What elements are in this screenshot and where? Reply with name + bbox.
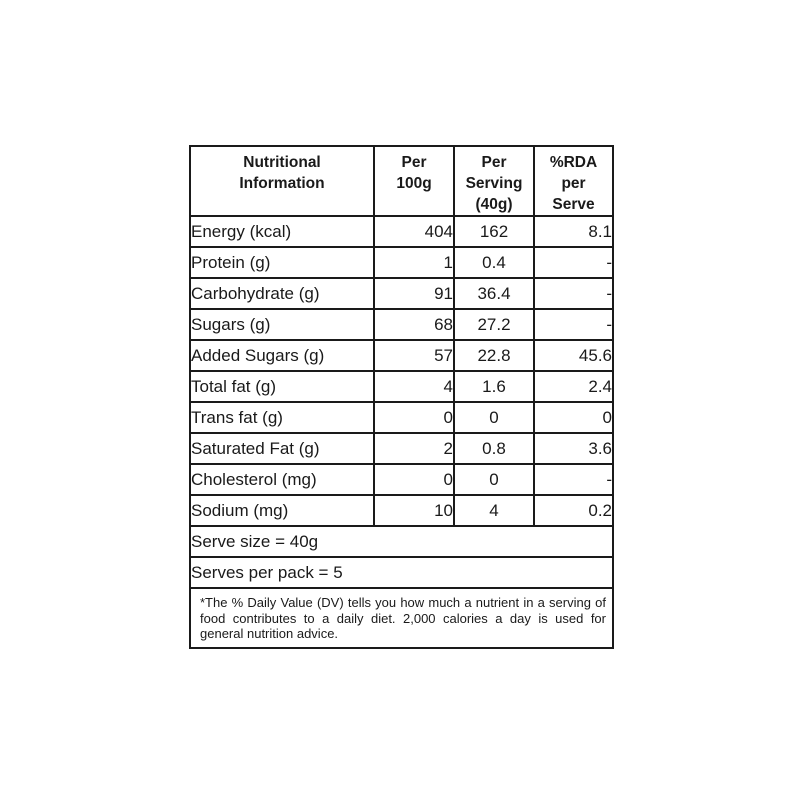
value-per-serving: 22.8 (454, 340, 534, 371)
value-rda: - (534, 247, 613, 278)
value-per-serving: 36.4 (454, 278, 534, 309)
footnote-text: *The % Daily Value (DV) tells you how much a nutrient in a serving of food contributes to a daily diet. 2,000 calories a day is used for general nutrition advice. (190, 588, 613, 648)
value-per-100g: 57 (374, 340, 454, 371)
value-per-100g: 404 (374, 216, 454, 247)
table-row (190, 340, 613, 371)
nutrient-name: Total fat (g) (190, 371, 374, 402)
nutrient-name: Added Sugars (g) (190, 340, 374, 371)
value-rda: 2.4 (534, 371, 613, 402)
nutrient-name: Carbohydrate (g) (190, 278, 374, 309)
table-row (190, 402, 613, 433)
nutrient-name: Sugars (g) (190, 309, 374, 340)
header-line: Serving (465, 175, 523, 192)
nutrient-name: Sodium (mg) (190, 495, 374, 526)
value-per-100g: 68 (374, 309, 454, 340)
serve-size-text: Serve size = 40g (190, 526, 613, 557)
value-per-serving: 1.6 (454, 371, 534, 402)
table-row (190, 247, 613, 278)
value-per-serving: 27.2 (454, 309, 534, 340)
header-per-serving (454, 146, 534, 216)
nutrient-name: Energy (kcal) (190, 216, 374, 247)
nutrient-name: Saturated Fat (g) (190, 433, 374, 464)
table-row (190, 216, 613, 247)
value-per-100g: 1 (374, 247, 454, 278)
value-per-100g: 4 (374, 371, 454, 402)
value-rda: 8.1 (534, 216, 613, 247)
header-line: Serve (552, 196, 595, 213)
value-per-serving: 4 (454, 495, 534, 526)
value-rda: 45.6 (534, 340, 613, 371)
header-line: Information (239, 175, 325, 192)
header-rda-per-serve (534, 146, 613, 216)
header-line: Per (481, 154, 507, 171)
footnote-row (190, 588, 613, 648)
value-rda: 0 (534, 402, 613, 433)
value-per-serving: 0 (454, 402, 534, 433)
value-per-serving: 0.4 (454, 247, 534, 278)
value-per-100g: 0 (374, 402, 454, 433)
table-row (190, 495, 613, 526)
table-row (190, 371, 613, 402)
header-line: 100g (396, 175, 432, 192)
serve-size-row (190, 526, 613, 557)
nutrient-name: Protein (g) (190, 247, 374, 278)
value-rda: - (534, 464, 613, 495)
table-row (190, 278, 613, 309)
header-line: Per (401, 154, 427, 171)
header-line: %RDA (549, 154, 598, 171)
header-line: per (561, 175, 586, 192)
value-rda: - (534, 309, 613, 340)
header-per-100g (374, 146, 454, 216)
value-per-serving: 0.8 (454, 433, 534, 464)
table-row (190, 464, 613, 495)
header-line: Nutritional (243, 154, 321, 171)
value-per-100g: 2 (374, 433, 454, 464)
nutrition-table (189, 145, 614, 649)
value-per-100g: 10 (374, 495, 454, 526)
value-rda: - (534, 278, 613, 309)
table-row (190, 433, 613, 464)
header-line: (40g) (475, 196, 513, 213)
value-rda: 0.2 (534, 495, 613, 526)
serves-per-pack-row (190, 557, 613, 588)
nutrient-name: Cholesterol (mg) (190, 464, 374, 495)
serves-per-pack-text: Serves per pack = 5 (190, 557, 613, 588)
value-per-100g: 91 (374, 278, 454, 309)
value-per-serving: 0 (454, 464, 534, 495)
value-per-serving: 162 (454, 216, 534, 247)
nutrient-rows (190, 216, 613, 526)
header-row (190, 146, 613, 216)
table-row (190, 309, 613, 340)
nutrient-name: Trans fat (g) (190, 402, 374, 433)
value-rda: 3.6 (534, 433, 613, 464)
header-nutritional-information (190, 146, 374, 216)
value-per-100g: 0 (374, 464, 454, 495)
